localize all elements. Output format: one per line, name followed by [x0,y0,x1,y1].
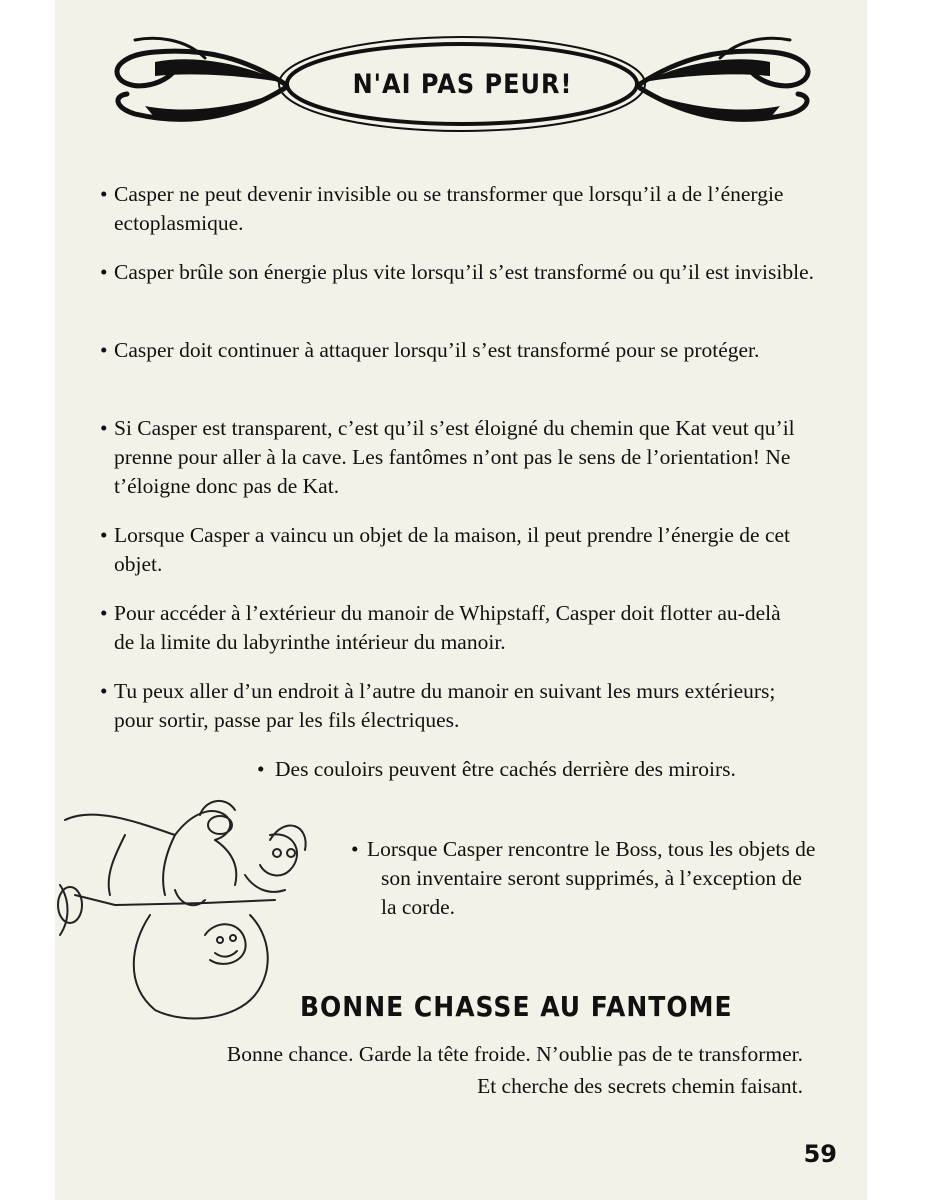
bullet: • [257,757,265,781]
tip-text: Si Casper est transparent, c’est qu’il s’est éloigné du chemin que Kat veut qu’il prenne pour aller à la cave. Les fantômes n’ont pas le sens de l’orientation! Ne t’éloigne donc pas de Kat. [114,416,795,498]
bullet: • [100,679,108,703]
tip-text: Casper brûle son énergie plus vite lorsqu’il s’est transformé ou qu’il est invisible. [114,260,815,284]
tip-item [351,835,821,922]
tip-item [100,414,819,501]
ornamental-header-banner [95,18,830,148]
tip-text: Des couloirs peuvent être cachés derrière des miroirs. [275,757,736,781]
ghosts-drawing-icon [55,795,310,1025]
section-heading: BONNE CHASSE AU FANTOME [300,990,733,1023]
tip-text: Lorsque Casper rencontre le Boss, tous les objets de son inventaire seront supprimés, à l’exception de la corde. [367,837,816,919]
tip-text: Tu peux aller d’un endroit à l’autre du manoir en suivant les murs extérieurs; pour sortir, passe par les fils électriques. [114,679,776,732]
page-title: N'AI PAS PEUR! [352,68,573,100]
tip-text: Casper doit continuer à attaquer lorsqu’il s’est transformé pour se protéger. [114,338,760,362]
bullet: • [100,260,108,284]
tip-item [100,599,804,657]
bullet: • [100,523,108,547]
closing-paragraph: Bonne chance. Garde la tête froide. N’oublie pas de te transformer. Et cherche des secrets chemin faisant. [226,1042,803,1098]
tip-item [100,180,814,238]
casper-and-characters-illustration [55,795,310,1025]
bullet: • [100,416,108,440]
tip-item [100,258,834,287]
tip-item [257,755,832,784]
tip-text: Pour accéder à l’extérieur du manoir de Whipstaff, Casper doit flotter au-delà de la limite du labyrinthe intérieur du manoir. [114,601,781,654]
bullet: • [351,837,359,861]
page-number: 59 [803,1140,837,1168]
bullet: • [100,601,108,625]
tip-text: Lorsque Casper a vaincu un objet de la maison, il peut prendre l’énergie de cet objet. [114,523,791,576]
bullet: • [100,338,108,362]
bullet: • [100,182,108,206]
tip-item [100,677,814,735]
tip-text: Casper ne peut devenir invisible ou se transformer que lorsqu’il a de l’énergie ectoplasmique. [114,182,784,235]
tip-item [100,521,814,579]
manual-page [55,0,867,1200]
tip-item [100,336,814,365]
